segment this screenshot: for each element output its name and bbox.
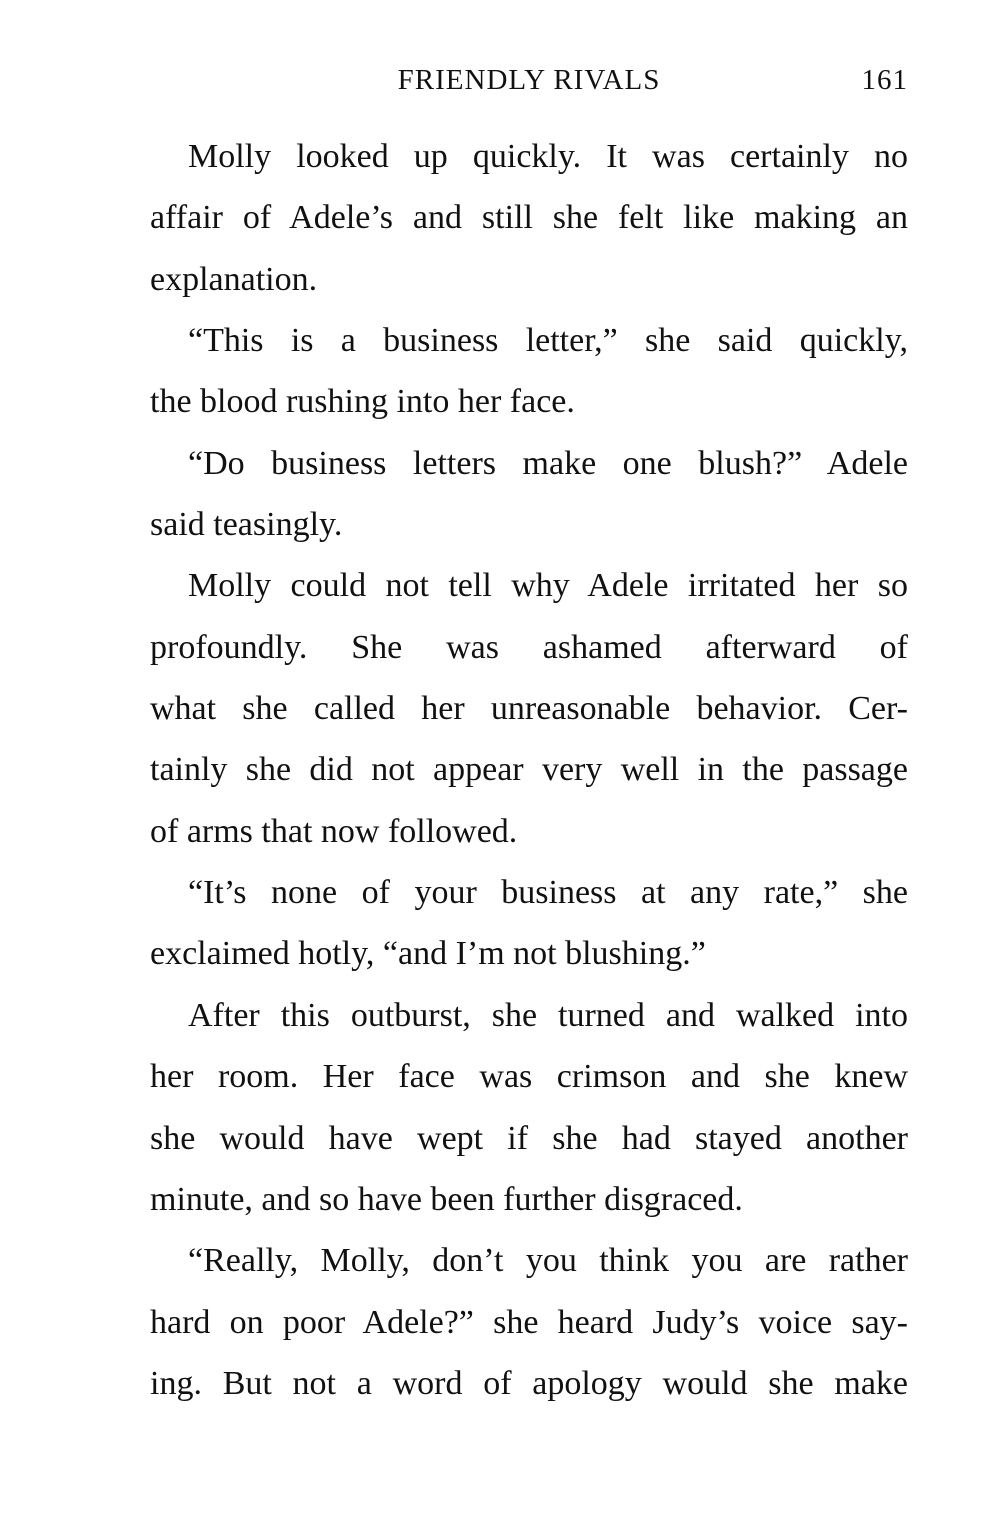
text-line: her room. Her face was crimson and she knew <box>150 1058 908 1096</box>
text-line: minute, and so have been further disgraced. <box>150 1180 743 1218</box>
text-line: tainly she did not appear very well in the passage <box>150 751 908 789</box>
text-line: exclaimed hotly, “and I’m not blushing.” <box>150 935 706 973</box>
text-line: Molly could not tell why Adele irritated her so <box>188 567 908 605</box>
text-line: what she called her unreasonable behavior. Cer- <box>150 690 908 728</box>
text-line: “Really, Molly, don’t you think you are rather <box>188 1242 908 1280</box>
text-line: she would have wept if she had stayed another <box>150 1119 908 1157</box>
text-line: affair of Adele’s and still she felt like making an <box>150 199 908 237</box>
text-line: After this outburst, she turned and walked into <box>188 996 908 1034</box>
body-text <box>150 126 908 1414</box>
page-number: 161 <box>861 64 908 96</box>
text-line: the blood rushing into her face. <box>150 383 575 421</box>
running-title: FRIENDLY RIVALS <box>397 64 661 96</box>
running-head <box>150 64 908 108</box>
text-line: “It’s none of your business at any rate,” she <box>188 874 908 912</box>
text-line: “Do business letters make one blush?” Adele <box>188 444 908 482</box>
text-line: of arms that now followed. <box>150 812 518 850</box>
text-line: explanation. <box>150 260 318 298</box>
text-line: said teasingly. <box>150 506 343 544</box>
text-line: “This is a business letter,” she said quickly, <box>188 322 908 360</box>
text-line: profoundly. She was ashamed afterward of <box>150 628 908 666</box>
text-line: Molly looked up quickly. It was certainly no <box>188 138 908 175</box>
text-line: hard on poor Adele?” she heard Judy’s voice say- <box>150 1303 908 1341</box>
text-line: ing. But not a word of apology would she make <box>150 1364 908 1402</box>
